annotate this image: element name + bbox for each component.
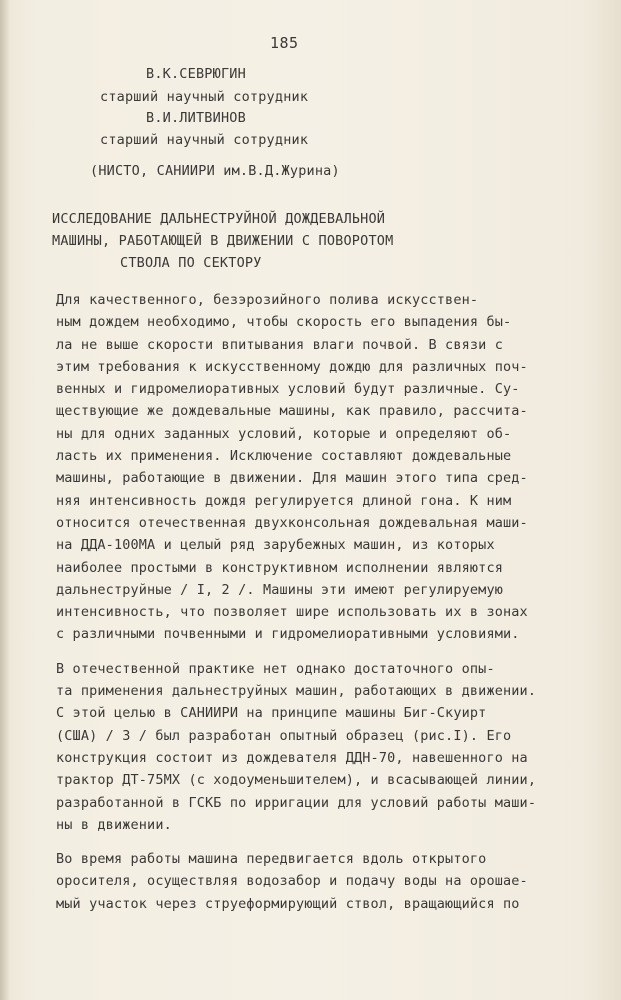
text-line: ны в движении. xyxy=(56,816,172,833)
text-line: интенсивность, что позволяет шире использовать их в зонах xyxy=(56,604,528,621)
paragraph-2 xyxy=(56,658,576,703)
article-title xyxy=(52,208,393,274)
author-2-role: старший научный сотрудник xyxy=(100,132,309,148)
text-line: ным дождем необходимо, чтобы скорость его выпадения бы- xyxy=(56,314,512,331)
text-line: машины, работающие в движении. Для машин этого типа сред- xyxy=(56,470,528,487)
affiliation: (НИСТО, САНИИРИ им.В.Д.Журина) xyxy=(90,163,340,179)
author-2-name: В.И.ЛИТВИНОВ xyxy=(146,110,246,126)
text-line: разработанной в ГСКБ по ирригации для условий работы маши- xyxy=(56,794,537,811)
text-line: на ДДА-100МА и целый ряд зарубежных машин, из которых xyxy=(56,537,495,554)
title-line: МАШИНЫ, РАБОТАЮЩЕЙ В ДВИЖЕНИИ С ПОВОРОТОМ xyxy=(52,233,394,249)
paragraph-gap xyxy=(56,646,576,658)
text-line: В отечественной практике нет однако достаточного опы- xyxy=(56,660,495,677)
author-1-role: старший научный сотрудник xyxy=(100,89,309,105)
text-line: относится отечественная двухконсольная дождевальная маши- xyxy=(56,514,528,531)
paragraph-4 xyxy=(56,848,576,915)
text-line: ласть их применения. Исключение составляют дождевальные xyxy=(56,448,512,465)
text-line: оросителя, осуществляя водозабор и подачу воды на орошае- xyxy=(56,873,528,890)
text-line: конструкция состоит из дождевателя ДДН-70, навешенного на xyxy=(56,749,528,766)
text-line: С этой целью в САНИИРИ на принципе машины Биг-Скуирт xyxy=(56,705,487,722)
text-line: наиболее простыми в конструктивном исполнении являются xyxy=(56,559,503,576)
page-number: 185 xyxy=(270,34,299,52)
body-text xyxy=(56,289,576,915)
author-1-name: В.К.СЕВРЮГИН xyxy=(146,66,246,82)
text-line: ществующие же дождевальные машины, как правило, рассчита- xyxy=(56,403,528,420)
page-edge-shadow xyxy=(0,0,10,1000)
title-line: СТВОЛА ПО СЕКТОРУ xyxy=(120,255,262,271)
text-line: дальнеструйные / I, 2 /. Машины эти имеют регулируемую xyxy=(56,581,503,598)
text-line: ла не выше скорости впитывания влаги почвой. В связи с xyxy=(56,336,503,353)
text-line: та применения дальнеструйных машин, работающих в движении. xyxy=(56,683,537,700)
text-line: няя интенсивность дождя регулируется длиной гона. К ним xyxy=(56,492,512,509)
text-line: трактор ДТ-75МХ (с ходоуменьшителем), и всасывающей линии, xyxy=(56,772,537,789)
text-line: с различными почвенными и гидромелиоративными условиями. xyxy=(56,626,520,643)
paragraph-1 xyxy=(56,289,576,646)
text-line: ны для одних заданных условий, которые и определяют об- xyxy=(56,425,512,442)
title-line: ИССЛЕДОВАНИЕ ДАЛЬНЕСТРУЙНОЙ ДОЖДЕВАЛЬНОЙ xyxy=(52,211,386,227)
text-line: этим требования к искусственному дождю для различных поч- xyxy=(56,358,528,375)
text-line: Во время работы машина передвигается вдоль открытого xyxy=(56,851,487,868)
paragraph-gap xyxy=(56,836,576,848)
text-line: (США) / 3 / был разработан опытный образец (рис.I). Его xyxy=(56,727,512,744)
paragraph-3 xyxy=(56,702,576,836)
text-line: венных и гидромелиоративных условий будут различные. Су- xyxy=(56,381,520,398)
text-line: мый участок через струеформирующий ствол, вращающийся по xyxy=(56,895,520,912)
text-line: Для качественного, безэрозийного полива искусствен- xyxy=(56,292,479,308)
